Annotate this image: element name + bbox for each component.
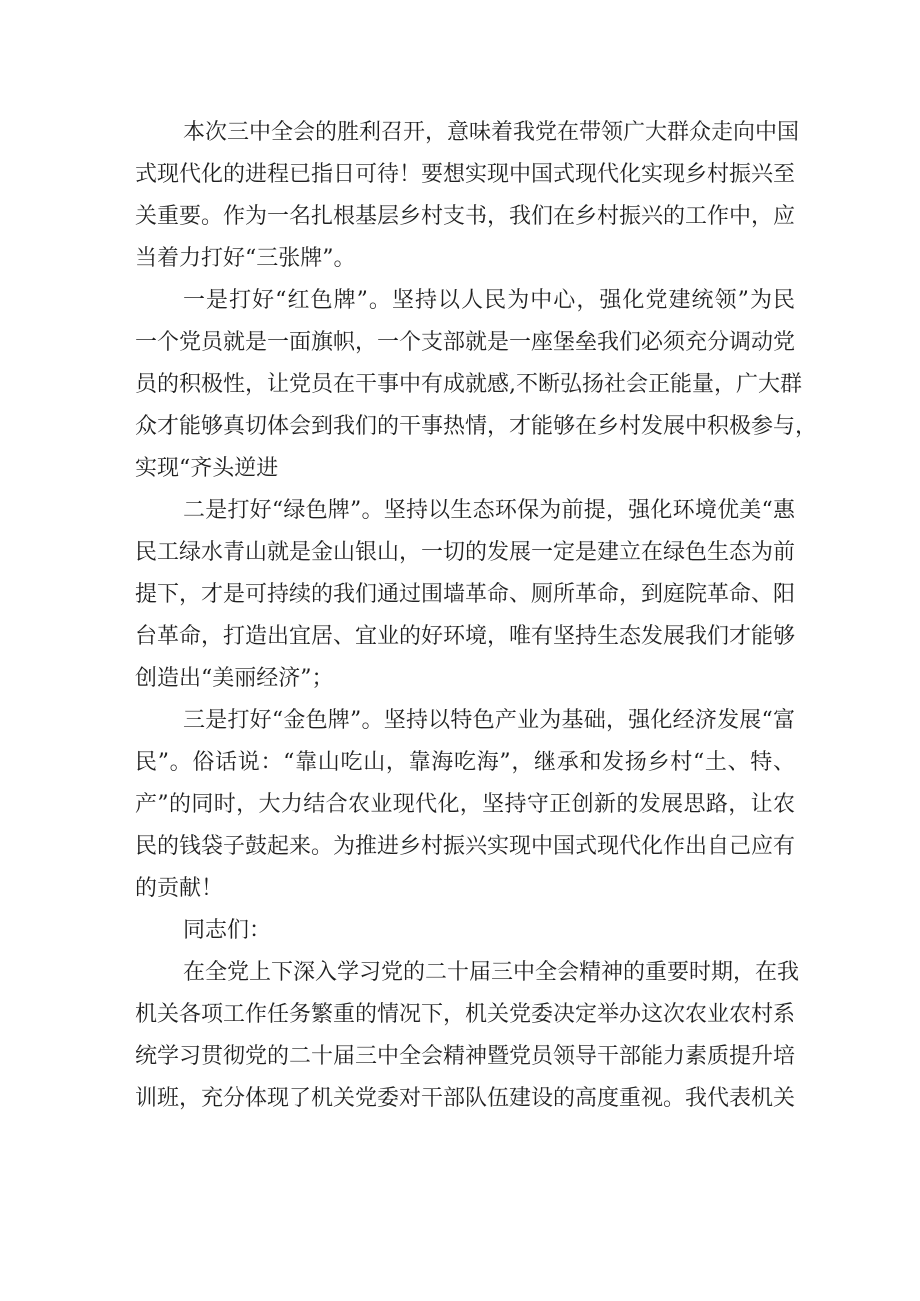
text-line: 机关各项工作任务繁重的情况下，机关党委决定举办这次农业农村系 [135, 1002, 796, 1027]
paragraph-red-card [135, 280, 818, 490]
text-line: 一个党员就是一面旗帜，一个支部就是一座堡垒我们必须充分调动党 [135, 330, 796, 355]
paragraph-three-cards-intro [135, 112, 800, 280]
text-line: 的贡献！ [135, 876, 224, 901]
text-line: 关重要。作为一名扎根基层乡村支书，我们在乡村振兴的工作中，应 [135, 204, 796, 229]
text-line: 台革命，打造出宜居、宜业的好环境，唯有坚持生态发展我们才能够 [135, 624, 796, 649]
text-line: 民”。俗话说：“靠山吃山，靠海吃海”，继承和发扬乡村“土、特、 [135, 750, 795, 775]
text-line: 产”的同时，大力结合农业现代化，坚持守正创新的发展思路，让农 [135, 792, 795, 817]
paragraph-gold-card [135, 700, 795, 910]
text-line: 同志们： [183, 918, 272, 943]
text-line: 当着力打好“三张牌”。 [135, 246, 356, 271]
text-line: 民的钱袋子鼓起来。为推进乡村振兴实现中国式现代化作出自己应有 [135, 834, 796, 859]
text-line: 创造出“美丽经济”； [135, 666, 334, 691]
text-line: 本次三中全会的胜利召开，意味着我党在带领广大群众走向中国 [183, 120, 800, 145]
text-line: 众才能够真切体会到我们的干事热情，才能够在乡村发展中积极参与， [135, 414, 818, 439]
text-line: 训班，充分体现了机关党委对干部队伍建设的高度重视。我代表机关 [135, 1086, 796, 1111]
text-line: 提下，才是可持续的我们通过围墙革命、厕所革命，到庭院革命、阳 [135, 582, 796, 607]
text-line: 在全党上下深入学习党的二十届三中全会精神的重要时期，在我 [183, 960, 800, 985]
text-line: 员的积极性，让党员在干事中有成就感,不断弘扬社会正能量，广大群 [135, 372, 802, 397]
text-line: 式现代化的进程已指日可待！要想实现中国式现代化实现乡村振兴至 [135, 162, 796, 187]
text-line: 实现“齐头逆进 [135, 456, 279, 481]
document-body [135, 112, 818, 1120]
text-line: 二是打好“绿色牌”。坚持以生态环保为前提，强化环境优美“惠 [183, 498, 795, 523]
paragraph-green-card [135, 490, 795, 700]
text-line: 一是打好“红色牌”。坚持以人民为中心，强化党建统领”为民 [183, 288, 795, 313]
text-line: 统学习贯彻党的二十届三中全会精神暨党员领导干部能力素质提升培 [135, 1044, 796, 1069]
paragraph-salutation [135, 910, 795, 952]
text-line: 民工绿水青山就是金山银山，一切的发展一定是建立在绿色生态为前 [135, 540, 796, 565]
paragraph-training-class [135, 952, 800, 1120]
text-line: 三是打好“金色牌”。坚持以特色产业为基础，强化经济发展“富 [183, 708, 795, 733]
